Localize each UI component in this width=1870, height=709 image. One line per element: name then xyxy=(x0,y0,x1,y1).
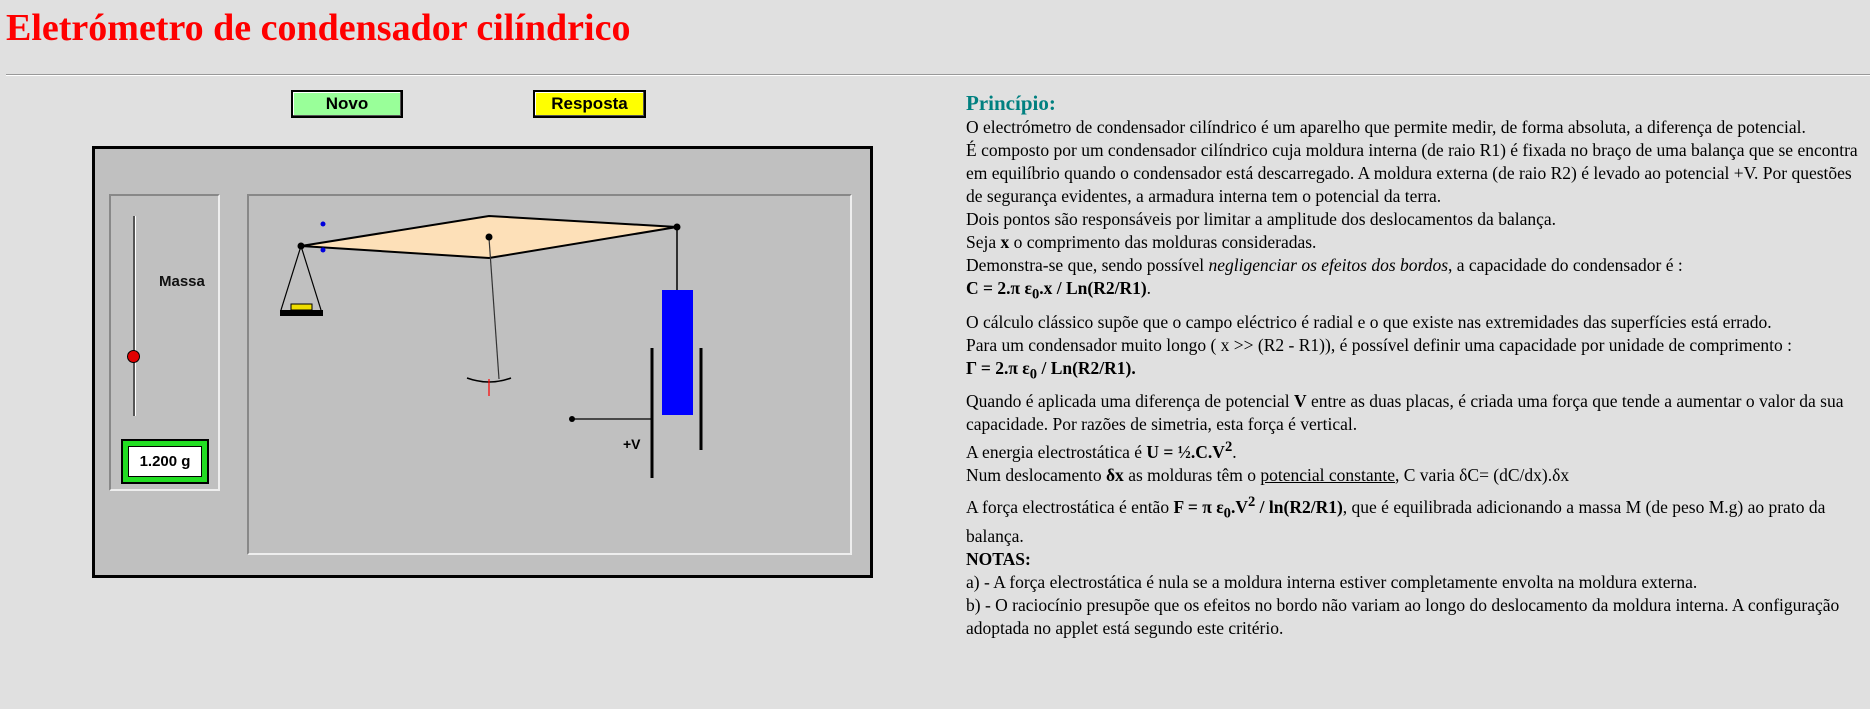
mass-slider-track[interactable] xyxy=(133,216,136,416)
resposta-button[interactable]: Resposta xyxy=(533,90,646,118)
formula-capacitance: C = 2.π $\varepsilon_0.x / Ln(R2/R1)$. xyxy=(966,278,1152,303)
paragraph: É composto por um condensador cilíndrico cuja moldura interna (de raio R1) é fixada no braço de uma balança que se encontra em equilíbrio quando o condensador está descarregado. A moldura externa (de raio R2) é levado ao potencial +V. Por questões de segurança evidentes, a armadura interna tem o potencial da terra. xyxy=(966,140,1858,206)
paragraph: Quando é aplicada uma diferença de potencial V entre as duas placas, é criada uma força que tende a aumentar o valor da sua capacidade. Por razões de simetria, esta força é vertical. xyxy=(966,391,1844,434)
mass-control-panel xyxy=(109,194,220,491)
note-item: a) - A força electrostática é nula se a moldura interna estiver completamente envolta na moldura externa. xyxy=(966,572,1698,593)
limit-stop-bottom xyxy=(321,248,326,253)
pivot-point xyxy=(486,234,493,241)
pan-string-left xyxy=(281,246,301,310)
mass-display-box xyxy=(121,439,209,484)
paragraph: A força electrostática é então F = π $\varepsilon_0.V^2 / \ln(R2/R1)$, que é equilibrada adicionando a massa M (de peso M.g) ao prato da balança. xyxy=(966,493,1826,547)
horizontal-rule xyxy=(6,74,1870,76)
section-heading: Princípio: xyxy=(966,91,1056,115)
paragraph: Num deslocamento δx as molduras têm o potencial constante, C varia δC= (dC/dx).δx xyxy=(966,464,1570,485)
pan-string-right xyxy=(301,246,321,310)
beam-left-end xyxy=(298,243,305,250)
page-title: Eletrómetro de condensador cilíndrico xyxy=(6,7,631,49)
notes-heading: NOTAS: xyxy=(966,549,1031,570)
mass-value: 1.200 g xyxy=(128,446,202,477)
mass-slider-thumb[interactable] xyxy=(127,350,140,363)
balance-drawing xyxy=(249,196,850,553)
paragraph: O electrómetro de condensador cilíndrico é um aparelho que permite medir, de forma absoluta, a diferença de potencial. xyxy=(966,117,1806,137)
paragraph: Seja x o comprimento das molduras consideradas. xyxy=(966,232,1317,252)
balance-pan xyxy=(280,310,323,316)
note-item: b) - O raciocínio presupõe que os efeitos no bordo não variam ao longo do deslocamento da moldura interna. A configuração adoptada no applet está segundo este critério. xyxy=(966,595,1840,639)
paragraph: Para um condensador muito longo ( x >> (R2 - R1)), é possível definir uma capacidade por unidade de comprimento : xyxy=(966,334,1792,355)
paragraph: Dois pontos são responsáveis por limitar a amplitude dos deslocamentos da balança. xyxy=(966,209,1557,229)
balance-pointer xyxy=(489,238,499,379)
vplus-label: +V xyxy=(623,436,641,452)
paragraph: Demonstra-se que, sendo possível negligenciar os efeitos dos bordos, a capacidade do condensador é : xyxy=(966,255,1683,275)
applet-frame xyxy=(92,146,873,578)
inner-electrode xyxy=(662,290,693,415)
novo-button[interactable]: Novo xyxy=(291,90,403,118)
massa-label: Massa xyxy=(159,273,205,290)
paragraph: O cálculo clássico supõe que o campo eléctrico é radial e o que existe nas extremidades das superfícies está errado. xyxy=(966,311,1772,332)
formula-capacitance-per-length: Γ = 2.π $\varepsilon_0 / Ln(R2/R1)$. xyxy=(966,357,1136,382)
mass-weight xyxy=(291,304,312,310)
limit-stop-top xyxy=(321,222,326,227)
voltage-terminal xyxy=(569,416,575,422)
explanation-text xyxy=(966,90,1870,700)
balance-scene xyxy=(247,194,852,555)
paragraph: A energia electrostática é $U = \frac{1}{2}.C.V^2$. xyxy=(966,439,1237,462)
